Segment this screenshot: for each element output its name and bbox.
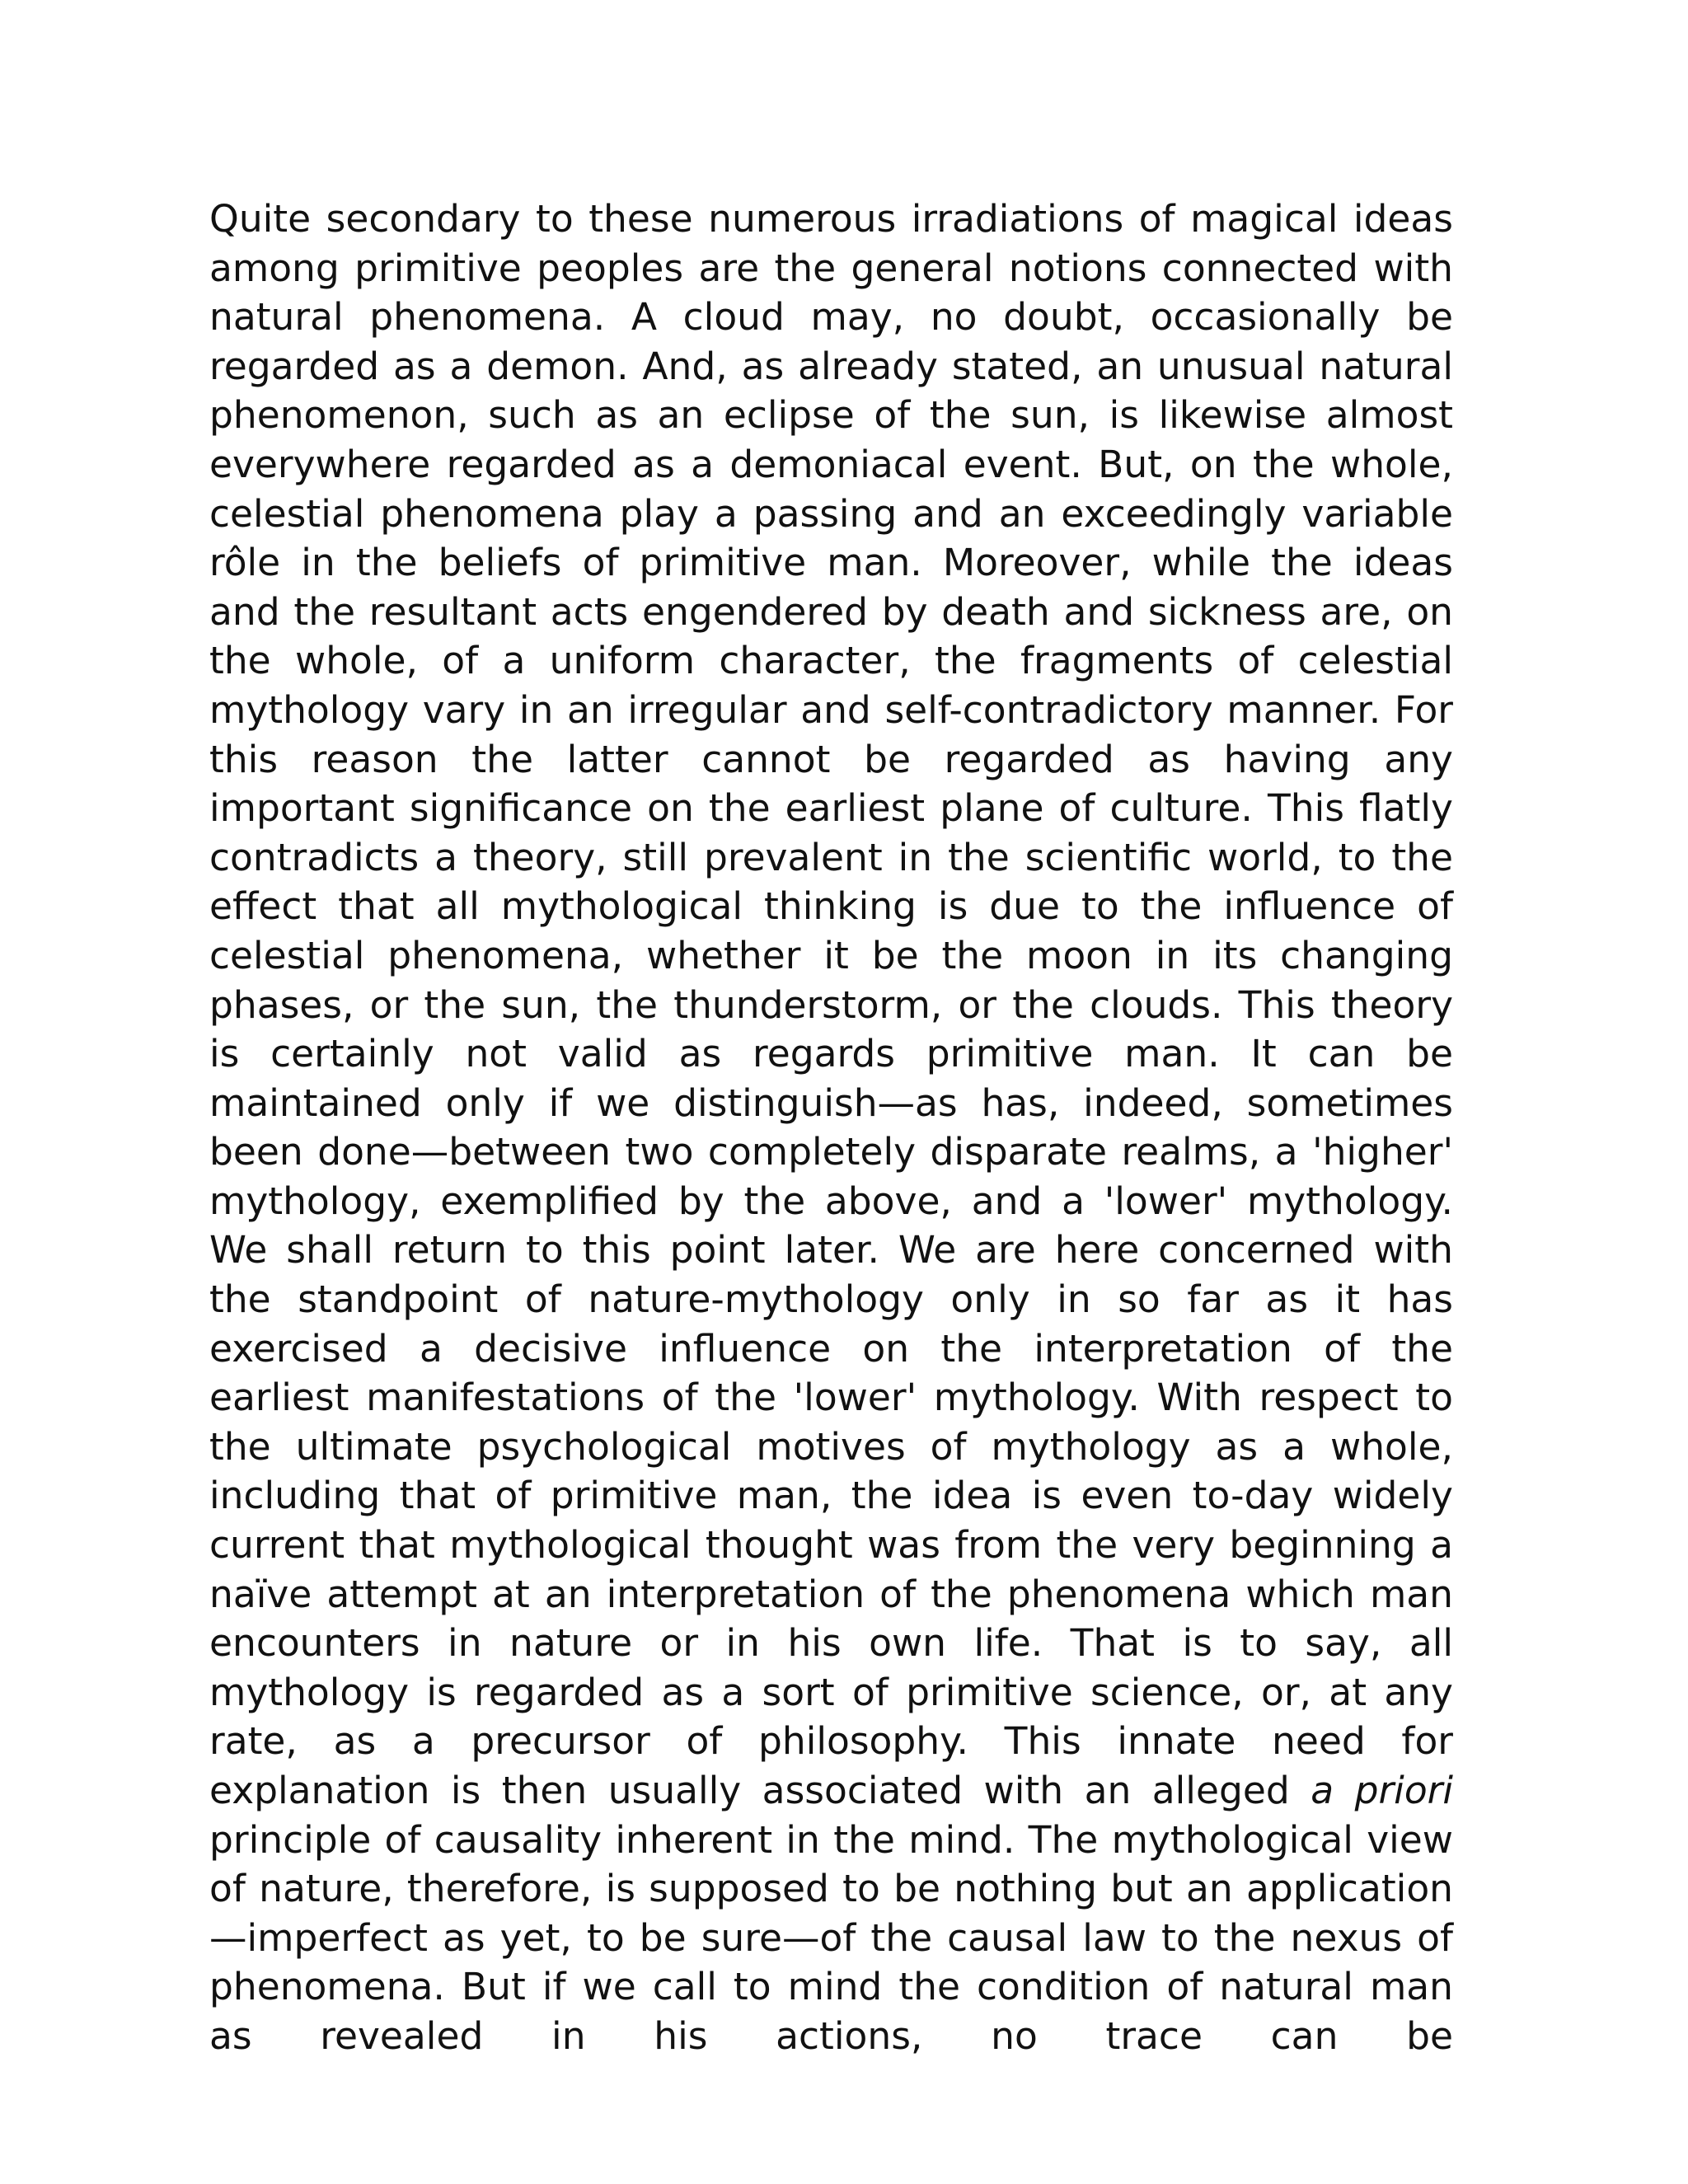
paragraph-text-part-2: principle of causality inherent in the mind. The mythological view of nature, therefore, is supposed to be nothing but an application—imperfect as yet, to be sure—of the causal law to the nexus of phenomena. But if we call to mind the condition of natural man as revealed in his actions, no trace can be [209, 1817, 1453, 2058]
body-paragraph [209, 194, 1453, 2061]
italic-phrase-a-priori: a priori [1311, 1769, 1454, 1812]
paragraph-text-part-1: Quite secondary to these numerous irradiations of magical ideas among primitive peoples are the general notions connected with natural phenomena. A cloud may, no doubt, occasionally be regarded as a demon. And, as already stated, an unusual natural phenomenon, such as an eclipse of the sun, is likewise almost everywhere regarded as a demoniacal event. But, on the whole, celestial phenomena play a passing and an exceedingly variable rôle in the beliefs of primitive man. Moreover, while the ideas and the resultant acts engendered by death and sickness are, on the whole, of a uniform character, the fragments of celestial mythology vary in an irregular and self-contradictory manner. For this reason the latter cannot be regarded as having any important significance on the earliest plane of culture. This flatly contradicts a theory, still prevalent in the scientific world, to the effect that all mythological thinking is due to the influence of celestial phenomena, whether it be the moon in its changing phases, or the sun, the thunderstorm, or the clouds. This theory is certainly not valid as regards primitive man. It can be maintained only if we distinguish—as has, indeed, sometimes been done—between two completely disparate realms, a 'higher' mythology, exemplified by the above, and a 'lower' mythology. We shall return to this point later. We are here concerned with the standpoint of nature-mythology only in so far as it has exercised a decisive influence on the interpretation of the earliest manifestations of the 'lower' mythology. With respect to the ultimate psychological motives of mythology as a whole, including that of primitive man, the idea is even to-day widely current that mythological thought was from the very beginning a naïve attempt at an interpretation of the phenomena which man encounters in nature or in his own life. That is to say, all mythology is regarded as a sort of primitive science, or, at any rate, as a precursor of philosophy. This innate need for explanation is then usually associated with an alleged [209, 197, 1453, 1812]
